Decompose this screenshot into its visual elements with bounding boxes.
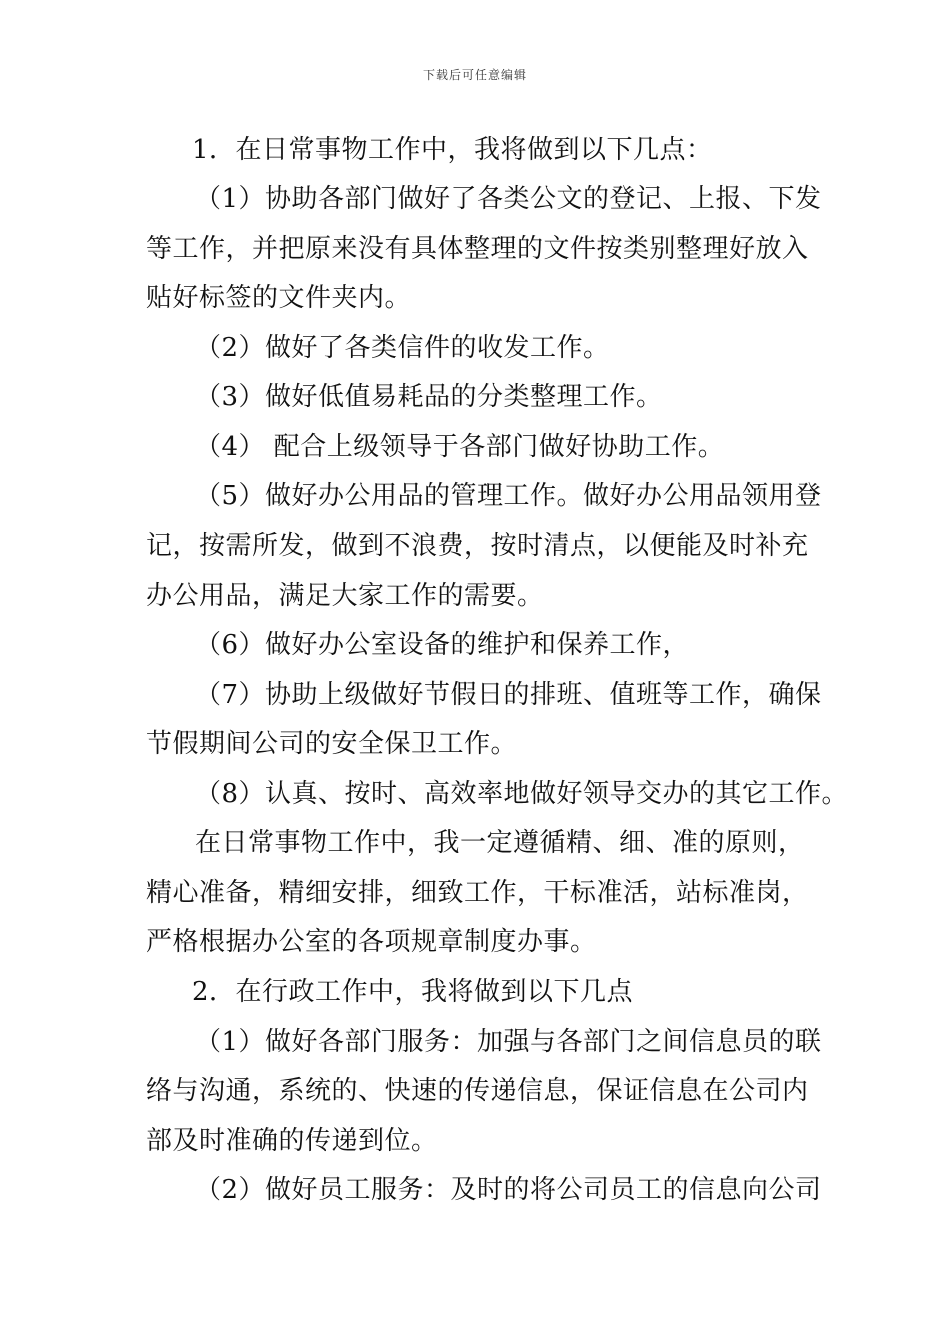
text-line: （5）做好办公用品的管理工作。做好办公用品领用登: [195, 481, 822, 511]
text-line: 2．在行政工作中，我将做到以下几点: [192, 977, 634, 1007]
text-line: （4） 配合上级领导于各部门做好协助工作。: [195, 432, 725, 462]
text-line: 精心准备，精细安排，细致工作，干标准活，站标准岗，: [146, 878, 809, 908]
text-line: 贴好标签的文件夹内。: [146, 283, 412, 313]
text-line: 节假期间公司的安全保卫工作。: [146, 729, 518, 759]
text-line: （7）协助上级做好节假日的排班、值班等工作，确保: [195, 680, 822, 710]
text-line: 络与沟通，系统的、快速的传递信息，保证信息在公司内: [146, 1076, 809, 1106]
text-line: （1）做好各部门服务：加强与各部门之间信息员的联: [195, 1027, 822, 1057]
text-line: 在日常事物工作中，我一定遵循精、细、准的原则，: [195, 828, 805, 858]
page-header: 下载后可任意编辑: [422, 68, 527, 82]
text-line: （2）做好员工服务：及时的将公司员工的信息向公司: [195, 1175, 822, 1205]
text-line: 办公用品，满足大家工作的需要。: [146, 581, 544, 611]
text-line: （6）做好办公室设备的维护和保养工作，: [195, 630, 690, 660]
text-line: （8）认真、按时、高效率地做好领导交办的其它工作。: [195, 779, 849, 809]
text-line: 记，按需所发，做到不浪费，按时清点，以便能及时补充: [146, 531, 809, 561]
text-line: 等工作，并把原来没有具体整理的文件按类别整理好放入: [146, 234, 809, 264]
text-line: 严格根据办公室的各项规章制度办事。: [146, 927, 597, 957]
text-line: （3）做好低值易耗品的分类整理工作。: [195, 382, 663, 412]
text-line: 部及时准确的传递到位。: [146, 1126, 438, 1156]
text-line: （2）做好了各类信件的收发工作。: [195, 333, 610, 363]
text-line: 1．在日常事物工作中，我将做到以下几点：: [192, 135, 713, 165]
text-line: （1）协助各部门做好了各类公文的登记、上报、下发: [195, 184, 822, 214]
